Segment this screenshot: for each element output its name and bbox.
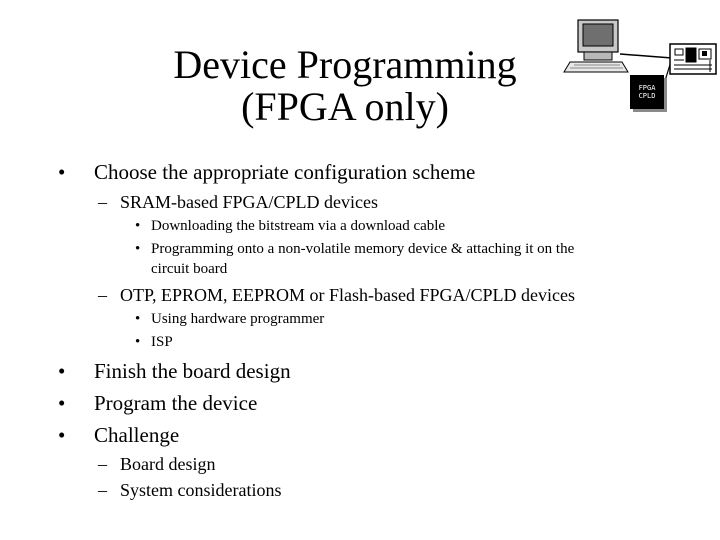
bullet-hw-programmer: Using hardware programmer [151, 311, 325, 327]
bullet-choose-scheme: Choose the appropriate configuration scheme [94, 160, 476, 184]
title-line-2: (FPGA only) [241, 84, 449, 129]
bullet-downloading: Downloading the bitstream via a download cable [151, 218, 446, 234]
sub-bullet-marker: • [135, 241, 141, 257]
computer-monitor-icon [578, 20, 618, 60]
bullet-isp: ISP [151, 334, 173, 350]
bullet-finish-board: Finish the board design [94, 359, 291, 383]
chip-label-line-2: CPLD [638, 92, 656, 100]
bullet-marker: • [58, 391, 66, 415]
fpga-chip-icon [630, 75, 667, 112]
bullet-marker: • [58, 160, 66, 184]
sub-bullet-marker: • [135, 311, 141, 327]
bullet-system-considerations: System considerations [120, 480, 282, 500]
bullet-board-design: Board design [120, 454, 216, 474]
bullet-challenge: Challenge [94, 423, 180, 447]
bullet-program-device: Program the device [94, 391, 258, 415]
bullet-otp-based: OTP, EPROM, EEPROM or Flash-based FPGA/CPLD devices [120, 285, 576, 305]
chip-label-line-1: FPGA [638, 84, 656, 92]
computer-programming-board-icon [560, 14, 720, 130]
bullet-marker: • [58, 423, 66, 447]
dash-marker: – [98, 480, 107, 500]
dash-marker: – [98, 192, 107, 212]
keyboard-icon [564, 62, 628, 72]
dash-marker: – [98, 454, 107, 474]
sub-bullet-marker: • [135, 334, 141, 350]
sub-bullet-marker: • [135, 218, 141, 234]
dash-marker: – [98, 285, 107, 305]
bullet-programming-line-2: circuit board [151, 261, 228, 277]
bullet-marker: • [58, 359, 66, 383]
slide-title [130, 44, 560, 128]
bullet-programming-line-1: Programming onto a non-volatile memory device & attaching it on the [151, 241, 575, 257]
circuit-board-icon [670, 44, 716, 74]
title-line-1: Device Programming [173, 42, 517, 87]
bullet-sram-based: SRAM-based FPGA/CPLD devices [120, 192, 379, 212]
